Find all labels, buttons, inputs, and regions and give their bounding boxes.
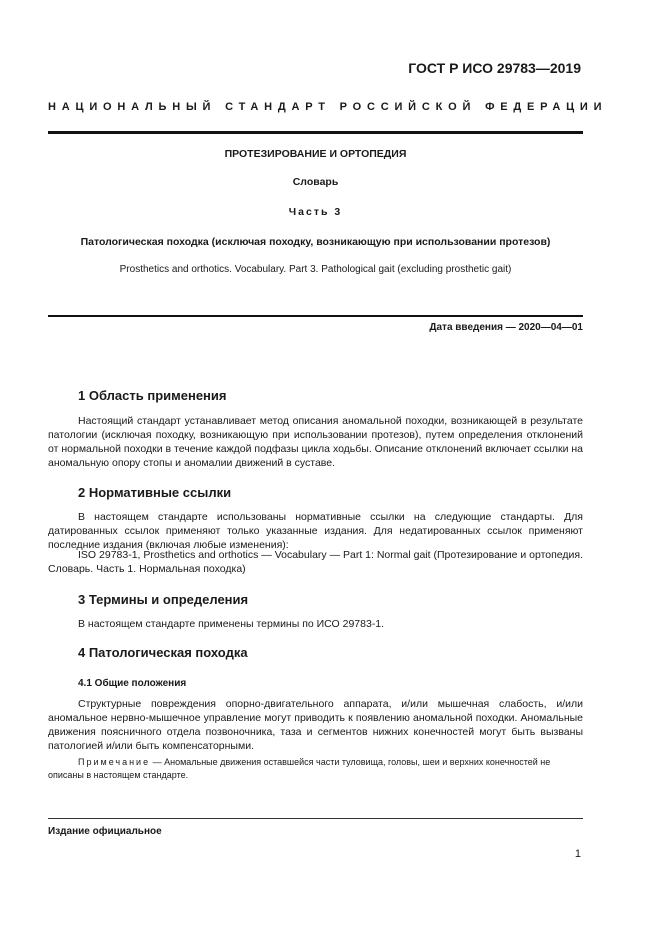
section-4-1-heading: 4.1 Общие положения bbox=[78, 678, 187, 689]
section-4-1-text: Структурные повреждения опорно-двигательного аппарата, и/или мышечная слабость, и/или аномальное нервно-мышечное управление могут приводить к появлению аномальной походки. Аномальные движения поясничного отдела позвоночника, таза и сегментов нижних конечностей могут быть вызваны патологией и/или быть компенсаторными. bbox=[48, 698, 583, 752]
edition-label: Издание официальное bbox=[48, 826, 162, 837]
doc-title-vocabulary: Словарь bbox=[292, 176, 339, 188]
section-3-text: В настоящем стандарте применены термины по ИСО 29783-1. bbox=[78, 618, 385, 630]
doc-title-subject: Патологическая походка (исключая походку, возникающую при использовании протезов) bbox=[80, 236, 551, 248]
header-divider bbox=[48, 131, 583, 134]
national-standard-heading: НАЦИОНАЛЬНЫЙ СТАНДАРТ РОССИЙСКОЙ ФЕДЕРАЦИИ bbox=[48, 101, 608, 113]
section-1-text: Настоящий стандарт устанавливает метод описания аномальной походки, возникающей в результате патологии (исключая походку, возникающую при использовании протезов), путем определения отклонений от нормальной походки в течение каждой подфазы цикла ходьбы. Описание отклонений включает ссылки на аномальную опору стопы и аномалии движений в суставе. bbox=[48, 415, 583, 469]
introduction-date: Дата введения — 2020—04—01 bbox=[429, 322, 583, 333]
section-2-reference: ISO 29783-1, Prosthetics and orthotics — Vocabulary — Part 1: Normal gait (Протезирование и ортопедия. Словарь. Часть 1. Нормальная походка) bbox=[48, 549, 583, 575]
page-number: 1 bbox=[574, 848, 581, 860]
section-2-text: В настоящем стандарте использованы нормативные ссылки на следующие стандарты. Для датированных ссылок применяют только указанные издания. Для недатированных ссылок применяют последние издания (включая любые изменения): bbox=[48, 511, 583, 551]
note-label: Примечание bbox=[78, 757, 151, 767]
section-3-heading: 3 Термины и определения bbox=[78, 592, 249, 607]
footer-divider bbox=[48, 818, 583, 819]
section-1-heading: 1 Область применения bbox=[78, 388, 227, 403]
section-2-heading: 2 Нормативные ссылки bbox=[78, 485, 232, 500]
note-text: — Аномальные движения оставшейся части туловища, головы, шеи и верхних конечностей не описаны в настоящем стандарте. bbox=[48, 757, 551, 780]
note bbox=[48, 756, 583, 782]
gost-number: ГОСТ Р ИСО 29783—2019 bbox=[408, 60, 581, 76]
doc-title-main: ПРОТЕЗИРОВАНИЕ И ОРТОПЕДИЯ bbox=[224, 148, 407, 160]
section-4-heading: 4 Патологическая походка bbox=[78, 645, 248, 660]
doc-title-part: Часть 3 bbox=[288, 206, 343, 218]
title-divider bbox=[48, 315, 583, 317]
doc-title-english: Prosthetics and orthotics. Vocabulary. Part 3. Pathological gait (excluding prosthetic gait) bbox=[119, 264, 512, 275]
